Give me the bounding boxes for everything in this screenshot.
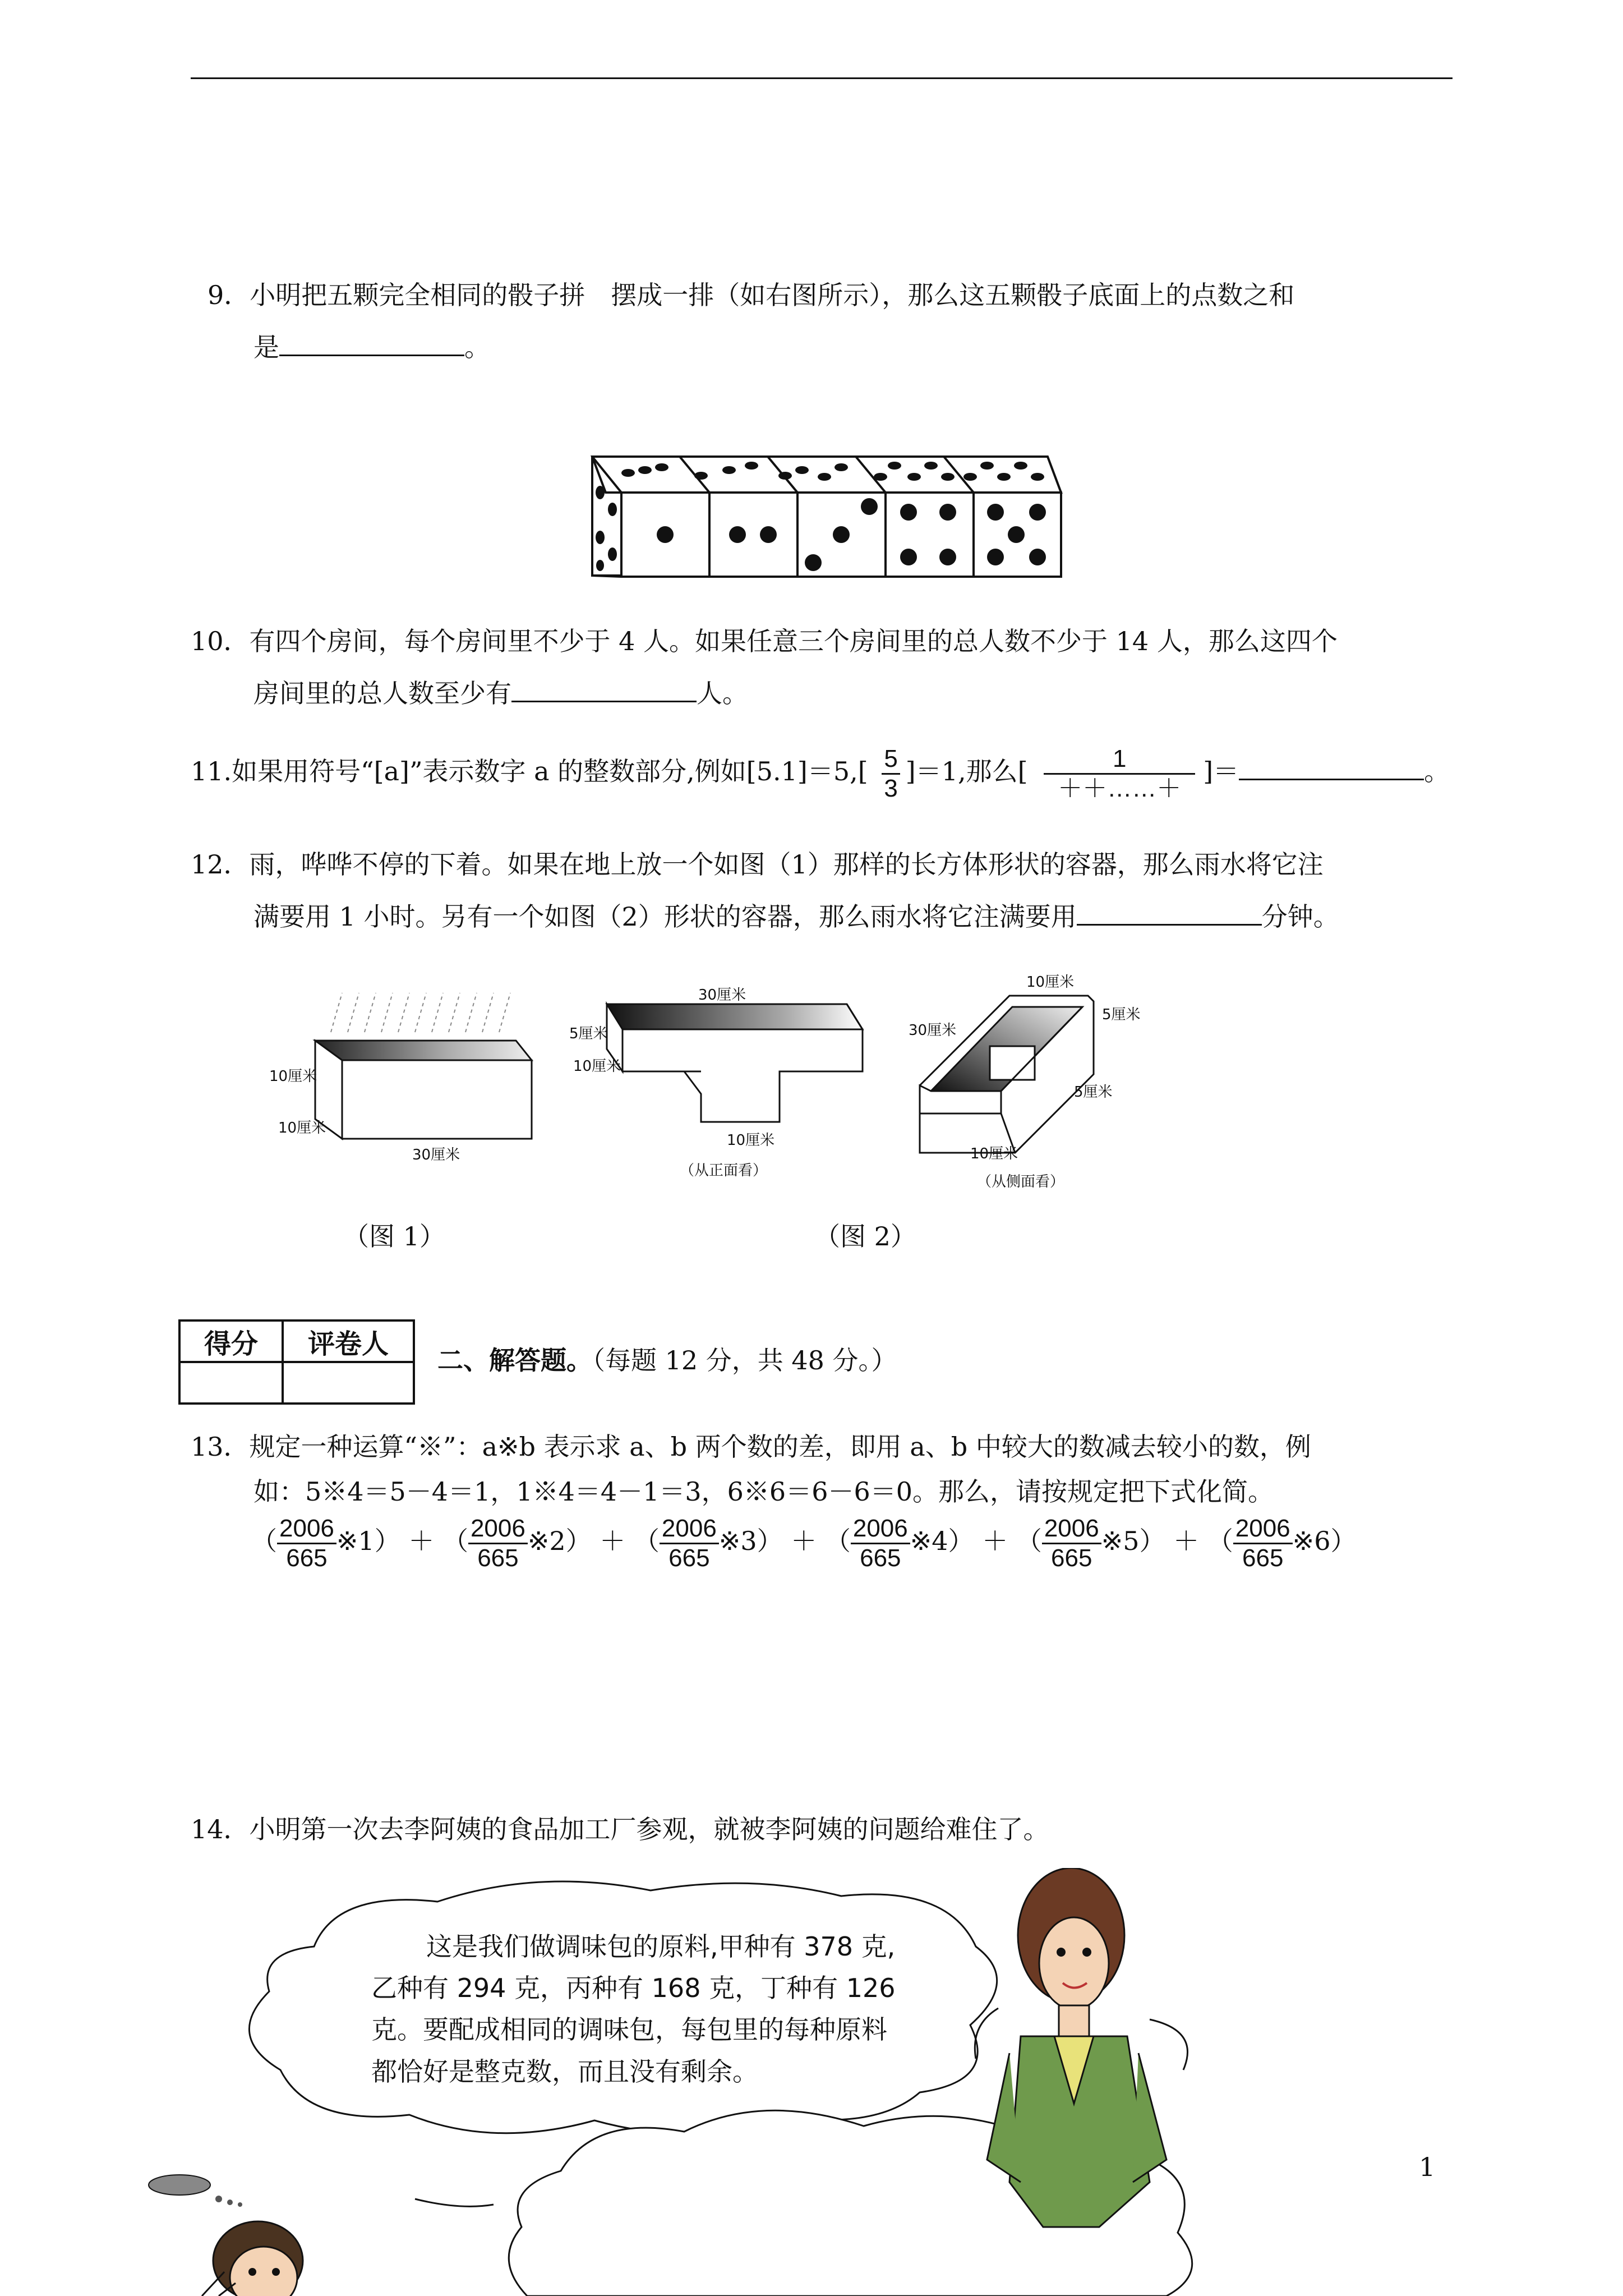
q13-plus: ＋: [982, 1526, 1008, 1556]
q9-line2-end: 。: [464, 332, 490, 362]
q11-line: [191, 740, 1450, 803]
fig2b-label-right: 5厘米: [1102, 1006, 1141, 1023]
q13-fraction: [851, 1515, 910, 1572]
q13-term-2: ※2）: [527, 1526, 592, 1556]
q13-num: 2006: [468, 1515, 528, 1544]
q11-frac2-den: ＋＋……＋: [1058, 774, 1182, 802]
q13-num: 2006: [277, 1515, 336, 1544]
q13-open-4: （: [824, 1526, 851, 1556]
header-rule: [191, 77, 1453, 79]
q13-open-1: （: [251, 1526, 277, 1556]
fig2b-label-left: 30厘米: [909, 1022, 957, 1039]
q13-den: 665: [860, 1544, 901, 1572]
q13-plus: ＋: [600, 1526, 626, 1556]
q11-fraction-5-3: [882, 745, 900, 803]
q11-frac2-num: 1: [1044, 745, 1195, 775]
q13-num: 2006: [660, 1515, 719, 1544]
section-2-note: （每题 12 分，共 48 分。）: [592, 1345, 897, 1375]
q11-frac1-num: 5: [882, 745, 900, 775]
q13-open-2: （: [442, 1526, 468, 1556]
grader-header: 评卷人: [283, 1320, 414, 1362]
section-2-heading: [437, 1343, 897, 1378]
q13-term-4: ※4）: [910, 1526, 974, 1556]
q13-den: 665: [286, 1544, 328, 1572]
q13-open-6: （: [1207, 1526, 1233, 1556]
q13-den: 665: [477, 1544, 519, 1572]
q13-fraction: [468, 1515, 528, 1572]
q12-line2: [253, 899, 1339, 934]
q13-term-5: ※5）: [1101, 1526, 1165, 1556]
grader-cell[interactable]: [283, 1362, 414, 1404]
q13-den: 665: [1242, 1544, 1284, 1572]
q13-plus: ＋: [791, 1526, 817, 1556]
q13-open-3: （: [633, 1526, 660, 1556]
q13-den: 665: [1051, 1544, 1092, 1572]
q9-line1: 9．小明把五颗完全相同的骰子拼 摆成一排（如右图所示），那么这五颗骰子底面上的点数之和: [208, 280, 1295, 310]
fig2b-label-top: 10厘米: [1026, 974, 1075, 991]
fig1-label-width: 10厘米: [278, 1120, 326, 1137]
q13-den: 665: [668, 1544, 710, 1572]
q9-line2-start: 是: [253, 332, 279, 362]
q13-line2: 如：5※4＝5－4＝1，1※4＝4－1＝3，6※6＝6－6＝0。那么，请按规定把下式化简。: [253, 1476, 1274, 1507]
q11-text-a: 11.如果用符号“[a]”表示数字 a 的整数部分,例如[5.1]＝5,[: [191, 756, 868, 786]
q13-fraction: [277, 1515, 336, 1572]
q13-plus: ＋: [1173, 1526, 1200, 1556]
q14-line1: 14．小明第一次去李阿姨的食品加工厂参观，就被李阿姨的问题给难住了。: [191, 1814, 1049, 1844]
q12-line2-end: 分钟。: [1261, 901, 1339, 932]
q13-num: 2006: [1042, 1515, 1101, 1544]
bubble-line-2: 乙种有 294 克，丙种有 168 克，丁种有 126: [371, 1973, 896, 2003]
q13-term-1: ※1）: [336, 1526, 400, 1556]
q13-expression: [251, 1510, 1356, 1572]
score-header: 得分: [179, 1320, 283, 1362]
q13-term-3: ※3）: [718, 1526, 783, 1556]
fig2a-label-10: 10厘米: [573, 1058, 621, 1075]
q10-line2-end: 人。: [697, 678, 748, 708]
q11-fraction-sum: [1044, 745, 1195, 803]
q12-line2-start: 满要用 1 小时。另有一个如图（2）形状的容器，那么雨水将它注满要用: [253, 901, 1077, 932]
q10-line1: 10．有四个房间，每个房间里不少于 4 人。如果任意三个房间里的总人数不少于 14 人，那么这四个: [191, 626, 1338, 656]
fig1-label-length: 30厘米: [412, 1147, 460, 1163]
q9-answer-blank: [279, 332, 464, 356]
q11-text-b: ]＝1,那么[: [905, 756, 1028, 786]
q13-line1: 13．规定一种运算“※”：a※b 表示求 a、b 两个数的差，即用 a、b 中较大的数减去较小的数，例: [191, 1432, 1311, 1462]
q10-line2-start: 房间里的总人数至少有: [253, 678, 511, 708]
bubble-line-3: 克。要配成相同的调味包，每包里的每种原料: [371, 2014, 887, 2045]
q13-fraction: [660, 1515, 719, 1572]
q12-answer-blank: [1077, 901, 1262, 926]
fig2a-label-top: 30厘米: [698, 987, 746, 1004]
child-figure: [202, 2221, 303, 2296]
fig2a-label-5: 5厘米: [569, 1025, 608, 1042]
q13-fraction: [1233, 1515, 1293, 1572]
fig2a-label-bottom: 10厘米: [727, 1132, 775, 1149]
score-box: [178, 1319, 415, 1405]
q13-fraction: [1042, 1515, 1101, 1572]
figure-2-caption: （图 2）: [814, 1221, 916, 1251]
bubble-line-4: 都恰好是整克数，而且没有剩余。: [371, 2056, 758, 2087]
q13-plus: ＋: [408, 1526, 435, 1556]
q13-term-6: ※6）: [1292, 1526, 1357, 1556]
q12-line1: 12．雨，哗哗不停的下着。如果在地上放一个如图（1）那样的长方体形状的容器，那么雨水将它注: [191, 849, 1324, 880]
q10-line2: [253, 676, 748, 711]
fig2a-view-note: （从正面看）: [680, 1162, 768, 1179]
q11-text-d: 。: [1424, 756, 1450, 786]
q9-line2: [253, 330, 490, 365]
q11-text-c: ]＝: [1203, 756, 1239, 786]
q11-frac1-den: 3: [884, 774, 898, 802]
figure-2-side-view: [909, 984, 1122, 1164]
q13-num: 2006: [851, 1515, 910, 1544]
section-2-title: 二、解答题。: [437, 1345, 592, 1375]
fig2b-label-bottom: 10厘米: [970, 1145, 1018, 1162]
page-number: 1: [1419, 2152, 1436, 2182]
q11-answer-blank: [1239, 756, 1424, 780]
figure-1-caption: （图 1）: [343, 1221, 445, 1251]
dice-figure: [589, 453, 1066, 582]
bubble-line-1: 这是我们做调味包的原料,甲种有 378 克,: [426, 1931, 896, 1962]
q10-answer-blank: [511, 678, 697, 702]
fig1-label-height: 10厘米: [269, 1068, 317, 1085]
fig2b-view-note: （从侧面看）: [977, 1174, 1065, 1190]
q13-num: 2006: [1233, 1515, 1293, 1544]
score-cell[interactable]: [179, 1362, 283, 1404]
small-thought-cloud: [149, 2175, 210, 2195]
q13-open-5: （: [1016, 1526, 1042, 1556]
fig2b-label-mid: 5厘米: [1074, 1084, 1113, 1101]
